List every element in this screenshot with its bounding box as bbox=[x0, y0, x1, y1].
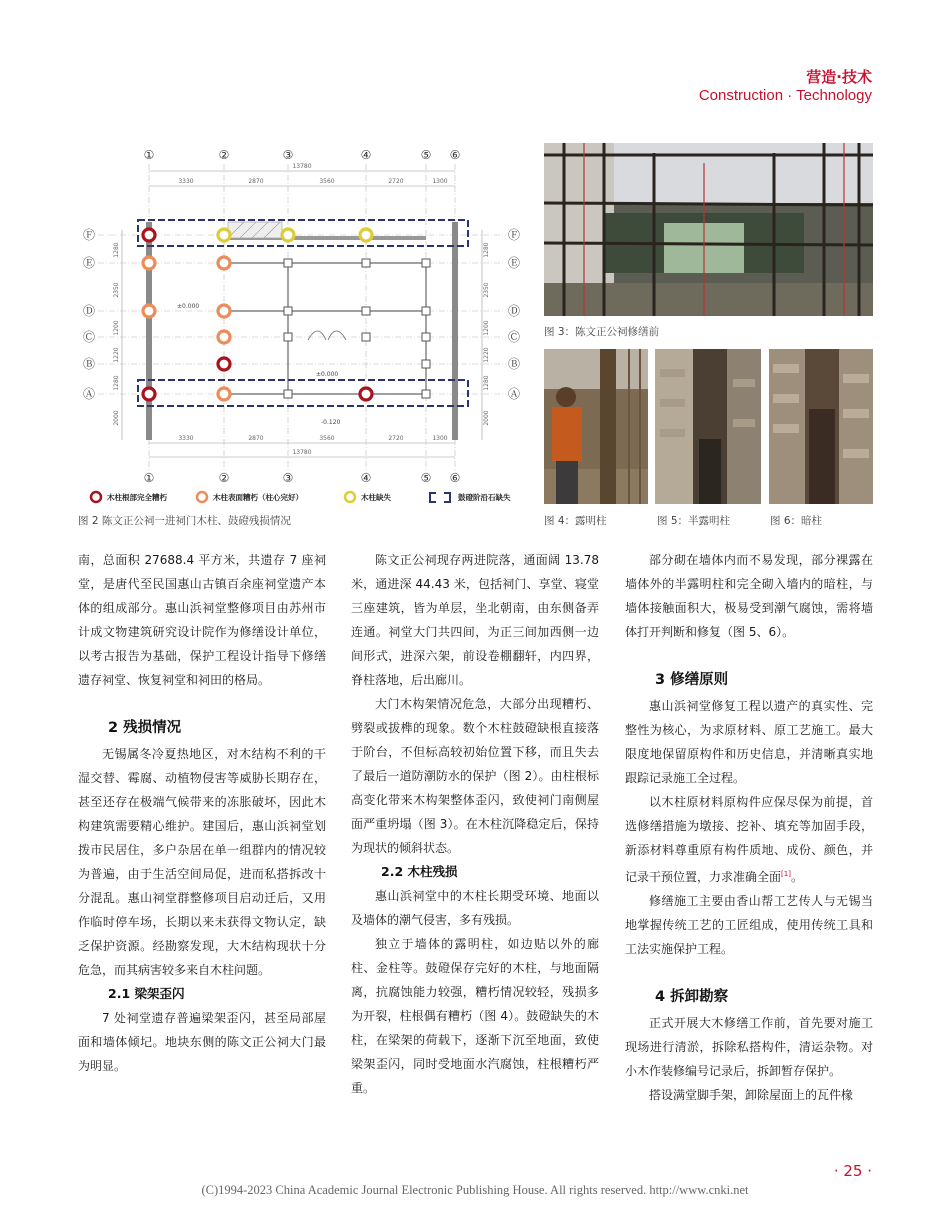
paragraph: 搭设满堂脚手架，卸除屋面上的瓦件椽 bbox=[649, 1088, 854, 1102]
figure-6-caption: 图 6：暗柱 bbox=[770, 515, 823, 527]
dim-top-2: 2870 bbox=[248, 178, 264, 185]
page-number: · 25 · bbox=[833, 1162, 872, 1180]
axis-A-left: Ⓐ bbox=[82, 387, 96, 401]
axis-D-right: Ⓓ bbox=[507, 304, 521, 318]
dim-side-1: 1280 bbox=[113, 242, 120, 258]
axis-1-bottom: ① bbox=[143, 471, 155, 485]
figure-6-photo bbox=[769, 349, 873, 504]
column-rotten-A4 bbox=[360, 388, 372, 400]
paragraph: 部分砌在墙体内而不易发现，部分裸露在墙体外的半露明柱和完全砌入墙内的暗柱，与墙体接触面积大，极易受到潮气腐蚀，需将墙体打开判断和修复（图 5、6）。 bbox=[625, 553, 873, 639]
dim-side-2: 2350 bbox=[113, 282, 120, 298]
axis-B-right: Ⓑ bbox=[507, 357, 521, 371]
axis-6-bottom: ⑥ bbox=[449, 471, 461, 485]
level-mark-2: ±0.000 bbox=[316, 371, 339, 378]
dim-top-3: 3560 bbox=[319, 178, 335, 185]
legend-swatch-missing bbox=[345, 492, 355, 502]
citation-ref[interactable]: [1] bbox=[781, 870, 791, 878]
axis-F-right: Ⓕ bbox=[507, 228, 521, 242]
dim-top-total: 13780 bbox=[292, 163, 312, 170]
legend-swatch-rotten bbox=[91, 492, 101, 502]
column-missing-F4 bbox=[360, 229, 372, 241]
axis-C-right: Ⓒ bbox=[507, 330, 521, 344]
axis-2-top: ② bbox=[218, 148, 230, 162]
dim-side-r5: 1280 bbox=[483, 375, 490, 391]
paragraph-text: 以木柱原材料原构件应保尽保为前提，首选修缮措施为墩接、挖补、填充等加固手段，新添材料尊重原有构件质地、成份、颜色，并记录干预位置，力求准确全面 bbox=[625, 795, 873, 884]
axis-C-left: Ⓒ bbox=[82, 330, 96, 344]
column-surface-E1 bbox=[143, 257, 155, 269]
section-heading-2: 2 残损情况 bbox=[108, 720, 182, 736]
level-mark-3: -0.120 bbox=[321, 419, 341, 426]
axis-E-left: Ⓔ bbox=[82, 256, 96, 270]
column-missing-F2 bbox=[218, 229, 230, 241]
figure-4-caption: 图 4：露明柱 bbox=[544, 515, 607, 527]
dim-side-4: 1220 bbox=[113, 347, 120, 363]
paragraph: 独立于墙体的露明柱，如边贴以外的廊柱、金柱等。鼓磴保存完好的木柱，与地面隔离，抗腐蚀能力较强，糟朽情况较轻，残损多为开裂，柱根偶有糟朽（图 4）。鼓磴缺失的木柱，在梁架的荷载下，逐渐下沉至地面，致使梁架歪闪，同时受地面水汽腐蚀，柱根糟朽严重。 bbox=[351, 937, 599, 1095]
figure-2-caption: 图 2 陈文正公祠一进祠门木柱、鼓磴残损情况 bbox=[78, 515, 291, 527]
dim-side-r4: 1220 bbox=[483, 347, 490, 363]
legend-swatch-base bbox=[430, 493, 450, 502]
axis-6-top: ⑥ bbox=[449, 148, 461, 162]
dim-side-3: 1200 bbox=[113, 320, 120, 336]
column-surface-C2 bbox=[218, 331, 230, 343]
column-surface-A2 bbox=[218, 388, 230, 400]
paragraph: 南，总面积 27688.4 平方米，共遗存 7 座祠堂，是唐代至民国惠山古镇百余座祠堂遗产本体的组成部分。惠山浜祠堂整修项目由苏州市计成文物建筑研究设计院作为修缮设计单位，以考古报告为基础，保护工程设计指导下修缮遗存祠堂、恢复祠堂和祠田的格局。 bbox=[78, 553, 326, 687]
section-heading-3: 3 修缮原则 bbox=[655, 672, 729, 688]
axis-2-bottom: ② bbox=[218, 471, 230, 485]
dim-side-r2: 2350 bbox=[483, 282, 490, 298]
column-surface-D1 bbox=[143, 305, 155, 317]
column-rotten-F1 bbox=[143, 229, 155, 241]
dim-bottom-total: 13780 bbox=[292, 449, 312, 456]
subsection-heading-2-1: 2.1 梁架歪闪 bbox=[108, 986, 185, 1001]
axis-F-left: Ⓕ bbox=[82, 228, 96, 242]
axis-B-left: Ⓑ bbox=[82, 357, 96, 371]
paragraph: 惠山浜祠堂中的木柱长期受环境、地面以及墙体的潮气侵害，多有残损。 bbox=[351, 889, 599, 927]
dim-top-5: 1300 bbox=[432, 178, 448, 185]
paragraph: 大门木构架情况危急，大部分出现糟朽、劈裂或拔榫的现象。数个木柱鼓磴缺根直接落于阶台，不但标高较初始位置下移，而且失去了最后一道防潮防水的保护（图 2）。由柱根标高变化带来木构架整体歪闪，致使祠门南侧屋面严重坍塌（图 3）。在木柱沉降稳定后，保持为现状的倾斜状态。 bbox=[351, 697, 599, 855]
paragraph: 无锡属冬冷夏热地区，对木结构不利的干湿交替、霉腐、动植物侵害等威胁长期存在，甚至还存在极端气候带来的冻胀破坏，因此木构建筑需要精心维护。建国后，惠山浜祠堂划拨市民居住，多户杂居在单一组群内的情况较为普遍，由于生活空间局促，进而私搭拆改十分混乱。惠山祠堂群整修项目启动迁后，又用作临时停车场，长期以来未获得文物认定，缺乏保护资源。经勘察发现，大木结构现状十分危急，而其病害较多来自木柱问题。 bbox=[78, 747, 326, 977]
paragraph-end: 。 bbox=[790, 870, 803, 884]
text-column-1 bbox=[78, 548, 326, 1078]
section-heading-4: 4 拆卸勘察 bbox=[655, 989, 729, 1005]
text-column-2 bbox=[351, 548, 599, 1100]
figure-3-caption: 图 3：陈文正公祠修缮前 bbox=[544, 326, 660, 338]
figure-5-photo bbox=[655, 349, 761, 504]
paragraph: 惠山浜祠堂修复工程以遗产的真实性、完整性为核心，为求原材料、原工艺施工。最大限度地保留原构件和历史信息，并清晰真实地跟踪记录施工全过程。 bbox=[625, 699, 873, 785]
copyright-notice: (C)1994-2023 China Academic Journal Electronic Publishing House. All rights reserved. http://www.cnki.net bbox=[201, 1183, 749, 1197]
dim-bottom-2: 2870 bbox=[248, 435, 264, 442]
column-missing-F3 bbox=[282, 229, 294, 241]
dim-bottom-1: 3330 bbox=[178, 435, 194, 442]
dim-side-5: 1280 bbox=[113, 375, 120, 391]
paragraph: 陈文正公祠现存两进院落，通面阔 13.78 米，通进深 44.43 米，包括祠门、享堂、寝堂三座建筑，皆为单层，坐北朝南，由东侧备弄连通。祠堂大门共四间，为正三间加西侧一边间形式，进深六架，前设卷棚翻轩，内四界，脊柱落地，后出廊川。 bbox=[351, 553, 599, 687]
dim-side-r6: 2000 bbox=[483, 410, 490, 426]
paragraph: 修缮施工主要由香山帮工艺传人与无锡当地掌握传统工艺的工匠组成，使用传统工具和工法实施保护工程。 bbox=[625, 894, 873, 956]
legend-surface: 木柱表面糟朽（柱心完好） bbox=[213, 493, 303, 502]
legend-rotten: 木柱根部完全糟朽 bbox=[107, 493, 167, 502]
dim-side-r1: 1280 bbox=[483, 242, 490, 258]
figure-3-photo bbox=[544, 143, 873, 316]
legend-base: 鼓磴阶沿石缺失 bbox=[458, 493, 511, 502]
paragraph bbox=[625, 790, 873, 889]
dim-side-6: 2000 bbox=[113, 410, 120, 426]
axis-1-top: ① bbox=[143, 148, 155, 162]
paragraph: 正式开展大木修缮工作前，首先要对施工现场进行清淤，拆除私搭构件，清运杂物。对小木作装修编号记录后，拆卸暂存保护。 bbox=[625, 1016, 873, 1078]
section-title-cn: 营造·技术 bbox=[806, 68, 872, 86]
axis-4-bottom: ④ bbox=[360, 471, 372, 485]
figure-4-photo bbox=[544, 349, 648, 504]
axis-3-bottom: ③ bbox=[282, 471, 294, 485]
dim-side-r3: 1200 bbox=[483, 320, 490, 336]
dim-bottom-4: 2720 bbox=[388, 435, 404, 442]
axis-4-top: ④ bbox=[360, 148, 372, 162]
figure-5-caption: 图 5：半露明柱 bbox=[657, 515, 731, 527]
dim-bottom-3: 3560 bbox=[319, 435, 335, 442]
legend-swatch-surface bbox=[197, 492, 207, 502]
axis-5-bottom: ⑤ bbox=[420, 471, 432, 485]
section-title-en: Construction · Technology bbox=[698, 87, 872, 104]
dim-top-4: 2720 bbox=[388, 178, 404, 185]
axis-E-right: Ⓔ bbox=[507, 256, 521, 270]
level-mark-1: ±0.000 bbox=[177, 303, 200, 310]
text-column-3 bbox=[625, 548, 873, 1107]
column-rotten-B2 bbox=[218, 358, 230, 370]
axis-5-top: ⑤ bbox=[420, 148, 432, 162]
axis-3-top: ③ bbox=[282, 148, 294, 162]
figure-2-floor-plan bbox=[78, 140, 530, 508]
legend-missing: 木柱缺失 bbox=[361, 493, 391, 502]
column-surface-E2 bbox=[218, 257, 230, 269]
axis-D-left: Ⓓ bbox=[82, 304, 96, 318]
dim-top-1: 3330 bbox=[178, 178, 194, 185]
paragraph: 7 处祠堂遗存普遍梁架歪闪，甚至局部屋面和墙体倾圮。地块东侧的陈文正公祠大门最为明显。 bbox=[78, 1011, 326, 1073]
subsection-heading-2-2: 2.2 木柱残损 bbox=[381, 864, 458, 879]
axis-A-right: Ⓐ bbox=[507, 387, 521, 401]
column-surface-D2 bbox=[218, 305, 230, 317]
column-rotten-A1 bbox=[143, 388, 155, 400]
dim-bottom-5: 1300 bbox=[432, 435, 448, 442]
